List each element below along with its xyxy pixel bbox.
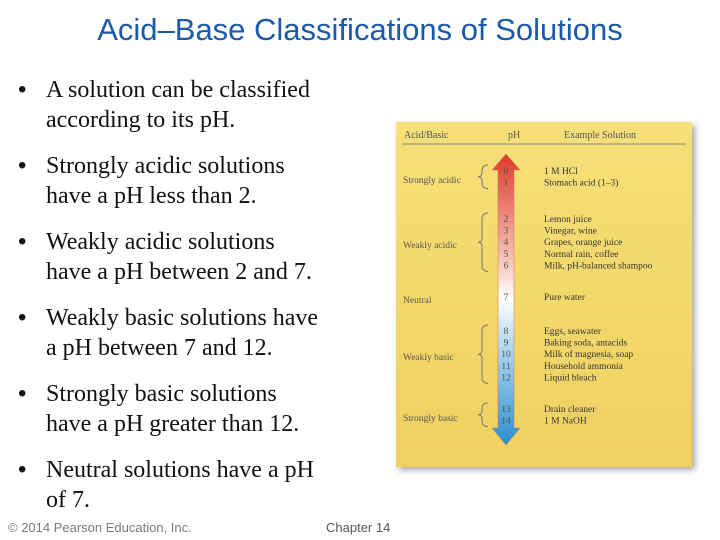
ph-value: 12	[501, 373, 511, 384]
example-solution: Drain cleaner	[544, 405, 596, 415]
ph-value: 3	[503, 226, 509, 237]
example-solution: Liquid bleach	[544, 373, 597, 384]
group-brace	[478, 165, 488, 189]
slide-title: Acid–Base Classifications of Solutions	[97, 12, 623, 47]
group-label: Strongly basic	[403, 413, 458, 424]
ph-value: 14	[501, 416, 511, 427]
example-solution: Eggs, seawater	[544, 327, 601, 337]
header-example: Example Solution	[564, 130, 636, 141]
example-solution: Lemon juice	[544, 215, 592, 225]
ph-value: 8	[503, 327, 509, 337]
group-label: Strongly acidic	[403, 175, 461, 186]
group-brace	[478, 403, 488, 427]
bullet-item	[18, 227, 398, 287]
header-ph: pH	[508, 130, 521, 141]
ph-value: 10	[501, 350, 511, 361]
bullet-list	[18, 75, 398, 531]
group-brace	[478, 213, 488, 271]
bullet-dot: •	[18, 456, 27, 483]
example-solution: Milk, pH-balanced shampoo	[544, 261, 653, 272]
example-solution: Household ammonia	[544, 361, 623, 372]
ph-value: 1	[503, 178, 509, 189]
ph-scale-figure	[396, 122, 692, 467]
ph-value: 13	[501, 405, 511, 415]
example-solution: 1 M HCl	[544, 167, 578, 177]
footer-copyright: © 2014 Pearson Education, Inc.	[8, 520, 192, 535]
ph-scale-diagram	[396, 122, 692, 467]
bullet-text: Weakly basic solutions have a pH between 7 and 12.	[46, 305, 319, 361]
example-solution: 1 M NaOH	[544, 416, 587, 427]
ph-value: 7	[503, 293, 509, 303]
group-label: Weakly basic	[403, 353, 454, 364]
footer-chapter: Chapter 14	[326, 520, 391, 535]
example-solution: Stomach acid (1–3)	[544, 178, 619, 189]
ph-group	[403, 213, 653, 271]
header-class: Acid/Basic	[404, 130, 449, 141]
example-solution: Grapes, orange juice	[544, 238, 623, 249]
ph-group	[403, 325, 633, 383]
group-label: Weakly acidic	[403, 241, 457, 252]
bullet-item	[18, 151, 398, 211]
ph-value: 4	[503, 238, 509, 249]
ph-value: 2	[503, 215, 509, 225]
bullet-item	[18, 75, 398, 135]
bullet-text: Neutral solutions have a pH of 7.	[46, 457, 314, 513]
bullet-text: A solution can be classified according to its pH.	[46, 77, 310, 133]
bullet-dot: •	[18, 152, 27, 179]
bullet-dot: •	[18, 380, 27, 407]
bullet-text: Strongly basic solutions have a pH greater than 12.	[46, 381, 300, 437]
group-label: Neutral	[403, 296, 432, 306]
group-brace	[478, 325, 488, 383]
bullet-dot: •	[18, 76, 27, 103]
example-solution: Baking soda, antacids	[544, 338, 628, 349]
ph-value: 5	[503, 249, 509, 260]
bullet-item	[18, 455, 398, 515]
bullet-item	[18, 303, 398, 363]
ph-value: 6	[503, 261, 509, 272]
group-layer	[403, 165, 653, 427]
ph-value: 11	[501, 361, 511, 372]
ph-group	[403, 293, 586, 306]
ph-value: 9	[503, 338, 509, 349]
example-solution: Vinegar, wine	[544, 226, 597, 237]
example-solution: Pure water	[544, 293, 585, 303]
bullet-item	[18, 379, 398, 439]
example-solution: Normal rain, coffee	[544, 249, 619, 260]
bullet-text: Strongly acidic solutions have a pH less than 2.	[46, 153, 285, 209]
ph-value: 0	[503, 167, 509, 177]
bullet-dot: •	[18, 228, 27, 255]
example-solution: Milk of magnesia, soap	[544, 350, 634, 361]
bullet-dot: •	[18, 304, 27, 331]
bullet-text: Weakly acidic solutions have a pH between 2 and 7.	[46, 229, 312, 285]
